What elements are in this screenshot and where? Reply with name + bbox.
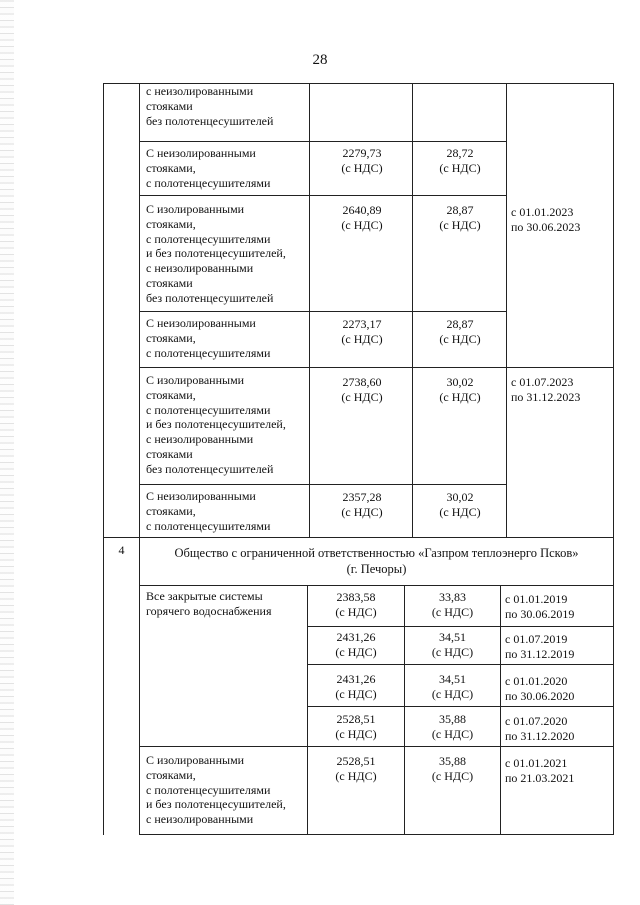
- table-border: [139, 746, 613, 747]
- table-cell-period: с 01.01.2019 по 30.06.2019: [505, 592, 575, 621]
- table-cell-description: С неизолированными стояками, с полотенцесушителями: [146, 146, 271, 190]
- table-border: [103, 537, 614, 538]
- table-cell-period: с 01.07.2019 по 31.12.2019: [505, 632, 575, 661]
- scan-edge-artifact: [0, 0, 14, 905]
- table-cell-description: С неизолированными стояками, с полотенцесушителями: [146, 316, 271, 360]
- table-cell-rate: 28,87 (с НДС): [439, 203, 481, 232]
- table-cell-period: с 01.07.2023 по 31.12.2023: [511, 375, 581, 404]
- table-cell-description: С изолированными стояками, с полотенцесушителями и без полотенцесушителей, с неизолированными стояками без полотенцесушителей: [146, 202, 286, 305]
- table-border: [139, 141, 507, 142]
- table-border: [307, 626, 613, 627]
- table-cell-rate: 34,51 (с НДС): [431, 672, 474, 701]
- table-border: [500, 585, 501, 835]
- table-cell-price: 2383,58 (с НДС): [335, 590, 377, 619]
- table-cell-period: с 01.01.2023 по 30.06.2023: [511, 205, 581, 234]
- table-cell-description: Все закрытые системы горячего водоснабжения: [146, 589, 272, 618]
- table-border: [139, 311, 507, 312]
- table-cell-description: с неизолированными стояками без полотенцесушителей: [146, 84, 274, 128]
- table-cell-price: 2431,26 (с НДС): [335, 630, 377, 659]
- table-cell-description: С неизолированными стояками, с полотенцесушителями: [146, 489, 271, 533]
- table-border: [139, 367, 613, 368]
- table-cell-period: с 01.01.2021 по 21.03.2021: [505, 756, 575, 785]
- table-cell-rate: 28,72 (с НДС): [439, 146, 481, 175]
- table-cell-rate: 34,51 (с НДС): [431, 630, 474, 659]
- table-cell-price: 2279,73 (с НДС): [341, 146, 383, 175]
- table-border: [307, 664, 613, 665]
- organization-name: Общество с ограниченной ответственностью «Газпром теплоэнерго Псков» (г. Печоры): [174, 546, 579, 576]
- table-cell-price: 2640,89 (с НДС): [341, 203, 383, 232]
- row-number: 4: [118, 543, 125, 557]
- table-cell-rate: 30,02 (с НДС): [439, 490, 481, 519]
- table-cell-rate: 33,83 (с НДС): [431, 590, 474, 619]
- table-border: [139, 484, 507, 485]
- table-border: [307, 706, 613, 707]
- table-border: [103, 83, 104, 835]
- table-cell-description: С изолированными стояками, с полотенцесушителями и без полотенцесушителей, с неизолированными: [146, 753, 286, 827]
- table-cell-description: С изолированными стояками, с полотенцесушителями и без полотенцесушителей, с неизолированными стояками без полотенцесушителей: [146, 373, 286, 476]
- table-cell-price: 2738,60 (с НДС): [341, 375, 383, 404]
- table-cell-price: 2528,51 (с НДС): [335, 754, 377, 783]
- table-cell-price: 2273,17 (с НДС): [341, 317, 383, 346]
- table-border: [139, 585, 613, 586]
- table-border: [412, 83, 413, 537]
- page-number: 28: [312, 52, 328, 68]
- table-cell-rate: 28,87 (с НДС): [439, 317, 481, 346]
- table-border: [309, 83, 310, 537]
- table-cell-price: 2431,26 (с НДС): [335, 672, 377, 701]
- table-cell-rate: 35,88 (с НДС): [431, 712, 474, 741]
- table-border: [613, 83, 614, 835]
- table-cell-rate: 30,02 (с НДС): [439, 375, 481, 404]
- table-border: [506, 83, 507, 537]
- table-border: [139, 834, 613, 835]
- table-cell-period: с 01.07.2020 по 31.12.2020: [505, 714, 575, 743]
- table-cell-rate: 35,88 (с НДС): [431, 754, 474, 783]
- table-cell-period: с 01.01.2020 по 30.06.2020: [505, 674, 575, 703]
- table-border: [404, 585, 405, 835]
- table-cell-price: 2357,28 (с НДС): [341, 490, 383, 519]
- table-border: [139, 195, 507, 196]
- table-cell-price: 2528,51 (с НДС): [335, 712, 377, 741]
- table-border: [307, 585, 308, 835]
